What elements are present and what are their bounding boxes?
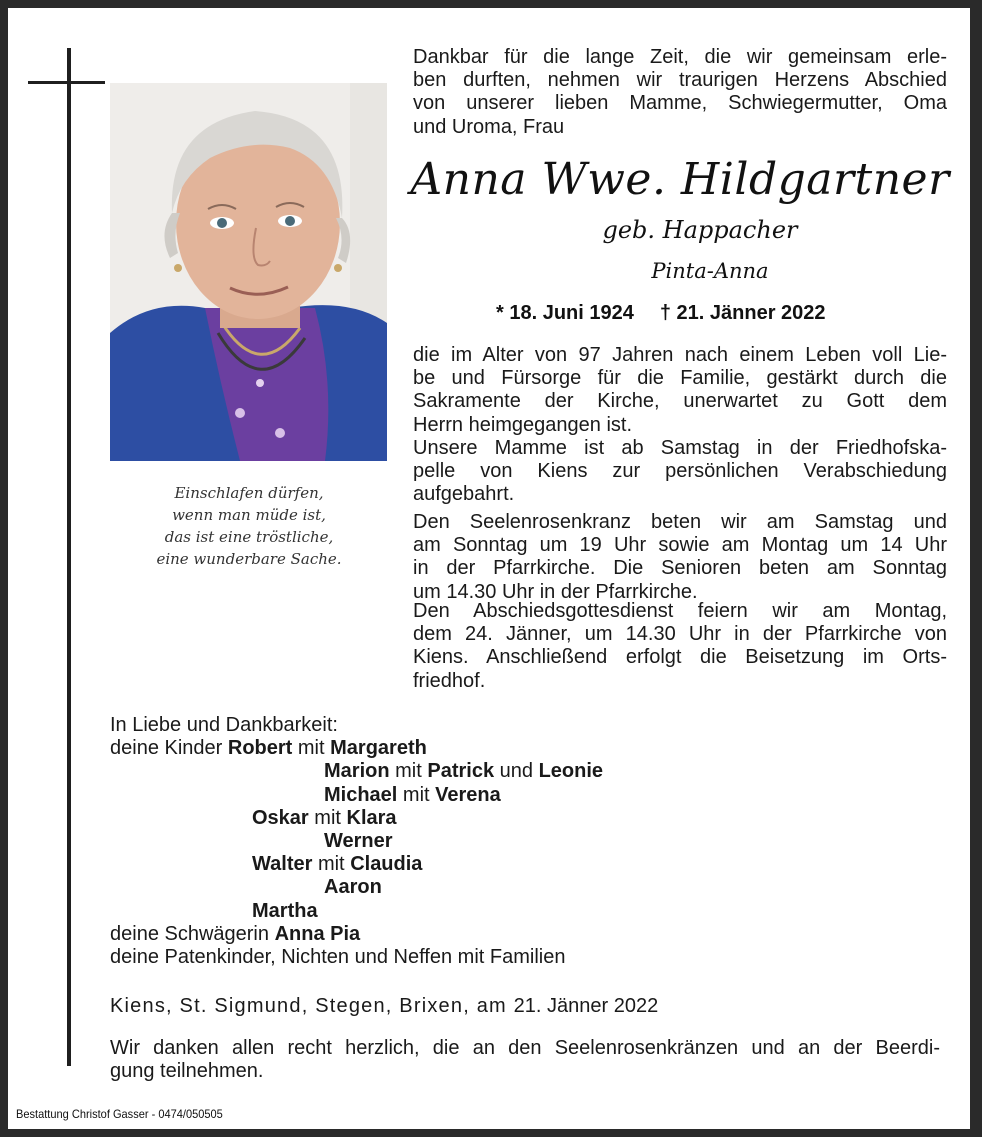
paragraph-line: Den Abschiedsgottesdienst feiern wir am Montag, — [413, 600, 947, 622]
joiner: mit — [317, 853, 345, 876]
paragraph-line: aufgebahrt. — [413, 483, 515, 506]
intro-line: und Uroma, Frau — [413, 115, 565, 138]
death-date: † 21. Jänner 2022 — [659, 302, 826, 324]
paragraph-line: friedhof. — [413, 669, 486, 692]
grandchild-name: Werner — [324, 829, 393, 852]
grandchild-name: Leonie — [538, 760, 604, 783]
partner-name: Verena — [435, 783, 501, 806]
mourners-row — [110, 807, 810, 830]
child-name: Martha — [252, 899, 318, 922]
cross-vertical-bar — [67, 48, 71, 1066]
paragraph-rosary — [413, 511, 947, 604]
quote-line: das ist eine tröstliche, — [164, 528, 334, 546]
paragraph-line: pelle von Kiens zur persönlichen Verabschiedung — [413, 460, 947, 483]
mourners-row — [110, 900, 810, 923]
mourners-row — [110, 853, 810, 876]
paragraph-line: Sakramente der Kirche, unerwartet zu Gott dem — [413, 390, 947, 413]
godchildren-line: deine Patenkinder, Nichten und Neffen mit Familien — [110, 945, 566, 968]
paragraph-line: Kiens. Anschließend erfolgt die Beisetzung im Orts- — [413, 646, 947, 669]
quote-line: eine wunderbare Sache. — [156, 550, 342, 568]
sister-in-law-prefix: deine Schwägerin — [110, 922, 269, 945]
joiner: mit — [395, 760, 422, 783]
mourners-row — [110, 876, 810, 899]
deceased-name: Anna Wwe. Hildgartner — [410, 154, 950, 205]
maiden-name: geb. Happacher — [602, 216, 798, 244]
thanks-paragraph — [110, 1037, 940, 1083]
child-name: Marion — [324, 760, 390, 783]
paragraph-passing — [413, 344, 947, 437]
quote-line: Einschlafen dürfen, — [174, 484, 324, 502]
paragraph-line: Unsere Mamme ist ab Samstag in der Friedhofska- — [413, 437, 947, 459]
paragraph-line: die im Alter von 97 Jahren nach einem Leben voll Lie- — [413, 344, 947, 366]
child-name: Oskar — [252, 806, 309, 829]
mourners-row — [110, 760, 810, 783]
thanks-line: gung teilnehmen. — [110, 1060, 264, 1083]
portrait-photo — [110, 83, 387, 461]
joiner: mit — [402, 783, 430, 806]
paragraph-funeral — [413, 600, 947, 693]
cross-horizontal-bar — [28, 81, 105, 84]
mourners-heading: In Liebe und Dankbarkeit: — [110, 714, 338, 736]
grandchild-name: Aaron — [324, 876, 382, 899]
mourners-row — [110, 784, 810, 807]
intro-line: von unserer lieben Mamme, Schwiegermutter, Oma — [413, 92, 947, 115]
partner-name: Patrick — [427, 760, 495, 783]
joiner: mit — [314, 806, 341, 829]
paragraph-line: be und Fürsorge für die Familie, gestärkt durch die — [413, 367, 947, 390]
child-name: Michael — [324, 783, 398, 806]
paragraph-line: um 14.30 Uhr in der Pfarrkirche. — [413, 580, 698, 603]
undertaker-credit: Bestattung Christof Gasser - 0474/050505 — [16, 1107, 223, 1121]
intro-line: Dankbar für die lange Zeit, die wir gemeinsam erle- — [413, 46, 947, 68]
joiner: mit — [297, 737, 325, 760]
partner-name: Margareth — [330, 737, 427, 760]
mourners-row — [110, 830, 810, 853]
sister-in-law-name: Anna Pia — [274, 922, 361, 945]
thanks-line: Wir danken allen recht herzlich, die an den Seelenrosenkränzen und an der Beerdi- — [110, 1037, 940, 1059]
quote — [118, 482, 380, 570]
mourners-row — [110, 737, 810, 760]
place-date-line — [110, 993, 658, 1019]
mourners-row — [110, 923, 810, 946]
partner-name: Claudia — [350, 853, 423, 876]
paragraph-line: dem 24. Jänner, um 14.30 Uhr in der Pfarrkirche von — [413, 623, 947, 646]
intro-paragraph — [413, 46, 947, 139]
intro-line: ben durften, nehmen wir traurigen Herzens Abschied — [413, 69, 947, 92]
notice-date: 21. Jänner 2022 — [513, 995, 659, 1017]
mourners-list — [110, 714, 810, 969]
paragraph-line: in der Pfarrkirche. Die Senioren beten am Sonntag — [413, 557, 947, 580]
paragraph-viewing — [413, 437, 947, 507]
nickname: Pinta-Anna — [651, 259, 769, 283]
paragraph-line: Den Seelenrosenkranz beten wir am Samstag und — [413, 511, 947, 533]
places: Kiens, St. Sigmund, Stegen, Brixen, am — [110, 995, 507, 1017]
paragraph-line: am Sonntag um 19 Uhr sowie am Montag um 14 Uhr — [413, 534, 947, 557]
children-prefix: deine Kinder — [110, 737, 223, 760]
birth-date: * 18. Juni 1924 — [496, 302, 634, 324]
partner-name: Klara — [346, 806, 397, 829]
joiner: und — [499, 760, 534, 783]
child-name: Robert — [227, 737, 293, 760]
child-name: Walter — [252, 853, 313, 876]
life-dates — [496, 300, 826, 326]
paragraph-line: Herrn heimgegangen ist. — [413, 413, 633, 436]
obituary-notice — [8, 8, 970, 1129]
quote-line: wenn man müde ist, — [172, 506, 326, 524]
